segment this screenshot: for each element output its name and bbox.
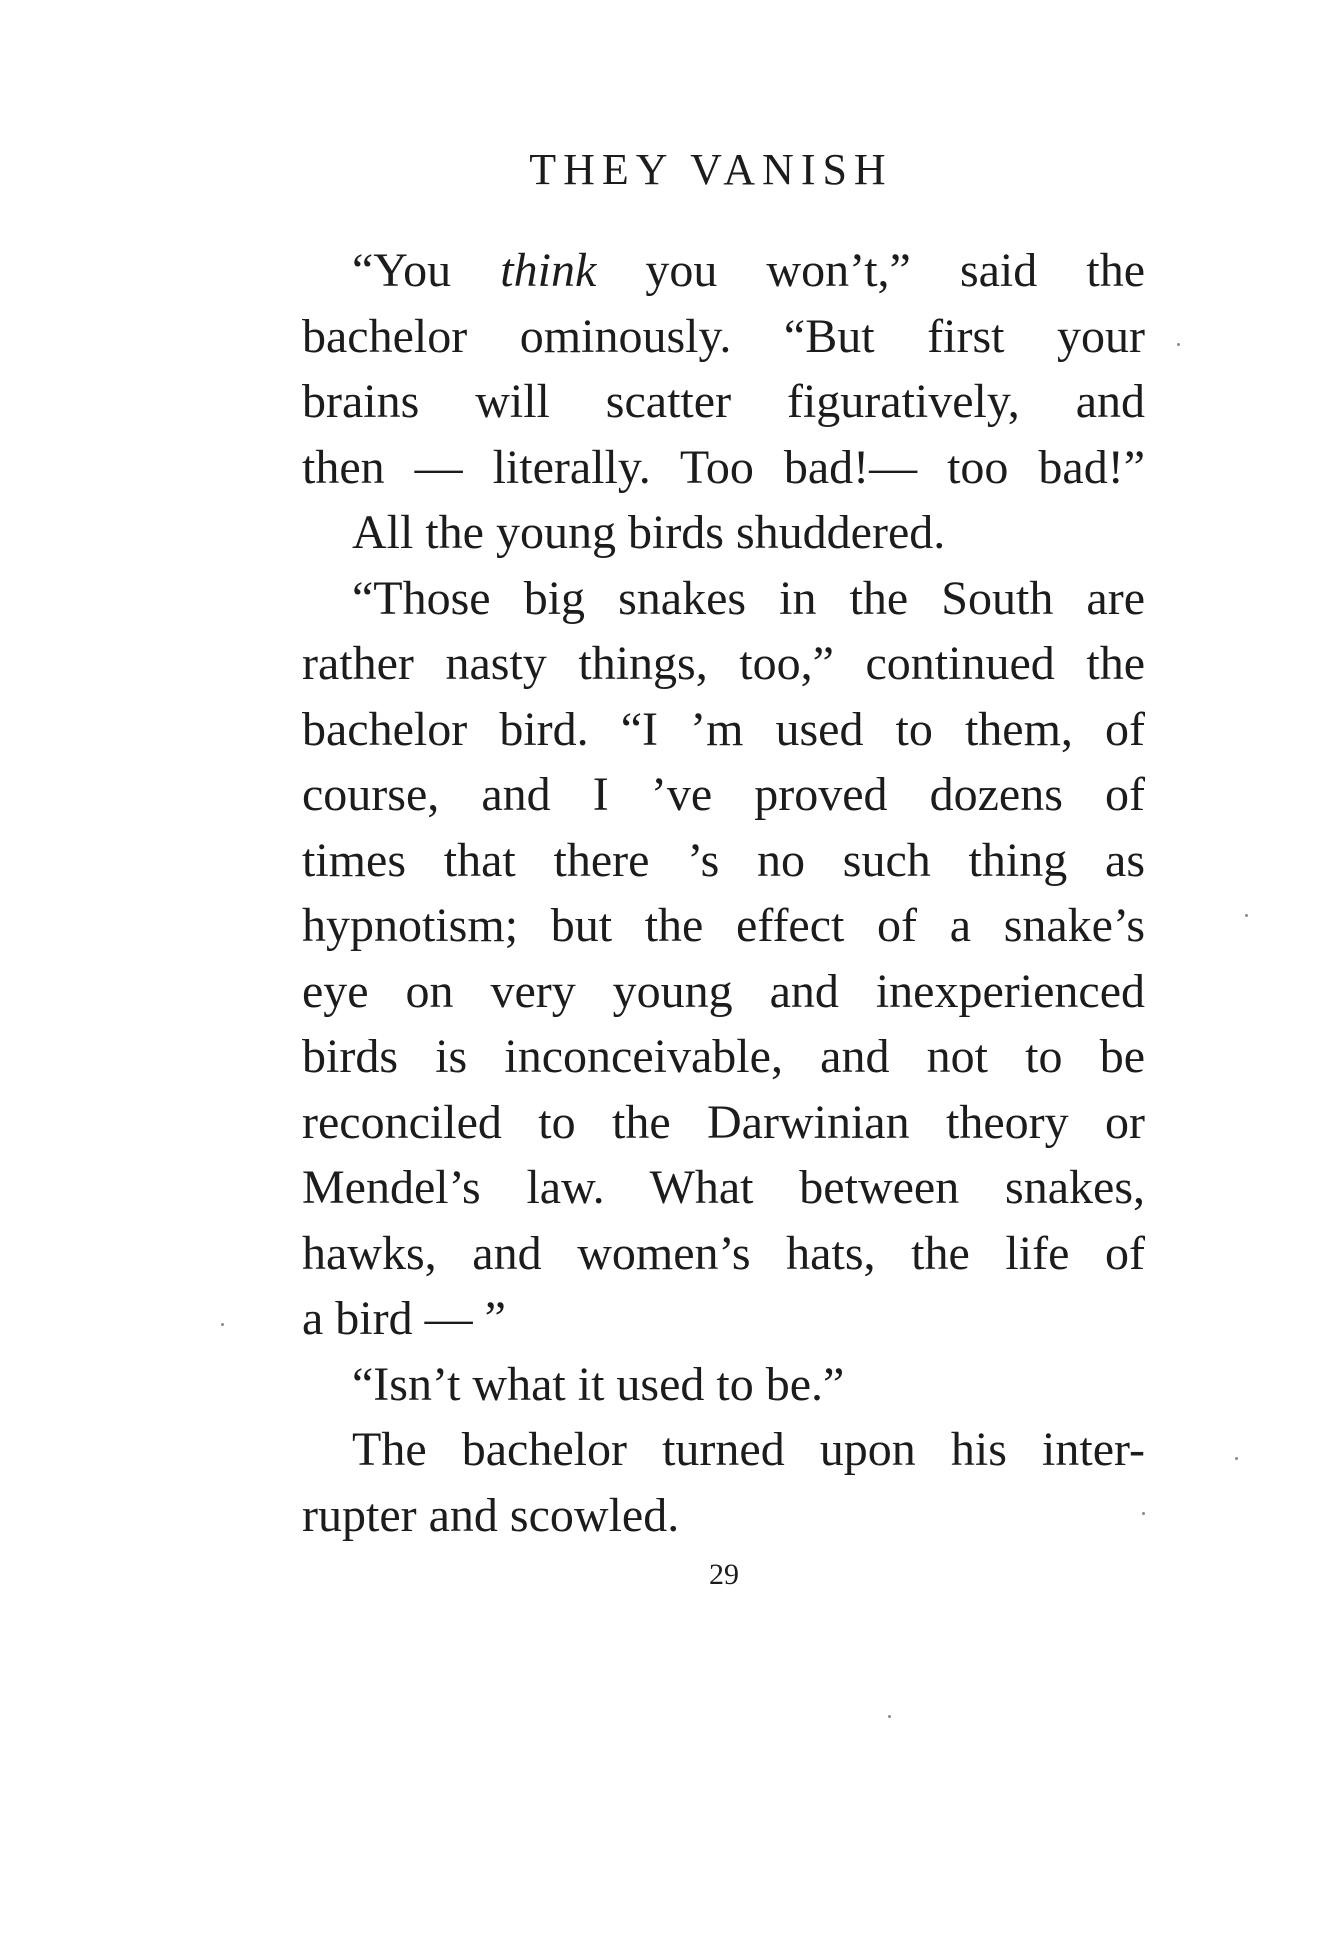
text-line-13: birds is inconceivable, and not to be — [302, 1030, 1145, 1083]
text-line-12: eye on very young and inexperienced — [302, 964, 1145, 1018]
body-text — [302, 238, 1145, 1548]
page-number: 29 — [709, 1558, 739, 1591]
text-line-5: All the young birds shuddered. — [352, 506, 946, 559]
text-line-1-emphasis: think — [500, 244, 597, 297]
text-line-9: course, and I ’ve proved dozens of — [302, 768, 1145, 821]
text-line-10: times that there ’s no such thing as — [302, 833, 1145, 887]
paper-speck — [1235, 1457, 1238, 1460]
text-line-15: Mendel’s law. What between snakes, — [302, 1161, 1145, 1214]
paper-speck — [888, 1715, 891, 1718]
text-line-14: reconciled to the Darwinian theory or — [302, 1095, 1145, 1149]
text-line-3: brains will scatter figuratively, and — [302, 375, 1145, 428]
paper-speck — [221, 1323, 224, 1326]
text-line-8: bachelor bird. “I ’m used to them, of — [302, 702, 1145, 756]
text-line-11: hypnotism; but the effect of a snake’s — [302, 899, 1145, 952]
text-line-4: then — literally. Too bad!— too bad!” — [302, 440, 1145, 494]
paper-speck — [1245, 914, 1248, 917]
text-line-1-pre: “You — [352, 244, 501, 297]
text-line-17: a bird — ” — [302, 1292, 506, 1345]
paper-speck — [1177, 343, 1180, 346]
text-line-20: rupter and scowled. — [302, 1488, 680, 1542]
text-line-1-post: you won’t,” said the — [596, 244, 1145, 297]
text-line-16: hawks, and women’s hats, the life of — [302, 1226, 1145, 1280]
paper-speck — [1142, 1512, 1145, 1515]
text-line-6: “Those big snakes in the South are — [352, 571, 1145, 625]
text-line-1 — [302, 238, 1145, 304]
text-line-2: bachelor ominously. “But first your — [302, 309, 1145, 363]
text-line-7: rather nasty things, too,” continued the — [302, 637, 1145, 690]
text-line-18: “Isn’t what it used to be.” — [352, 1357, 845, 1411]
text-line-19: The bachelor turned upon his inter- — [352, 1423, 1145, 1476]
running-head: THEY VANISH — [529, 145, 893, 194]
